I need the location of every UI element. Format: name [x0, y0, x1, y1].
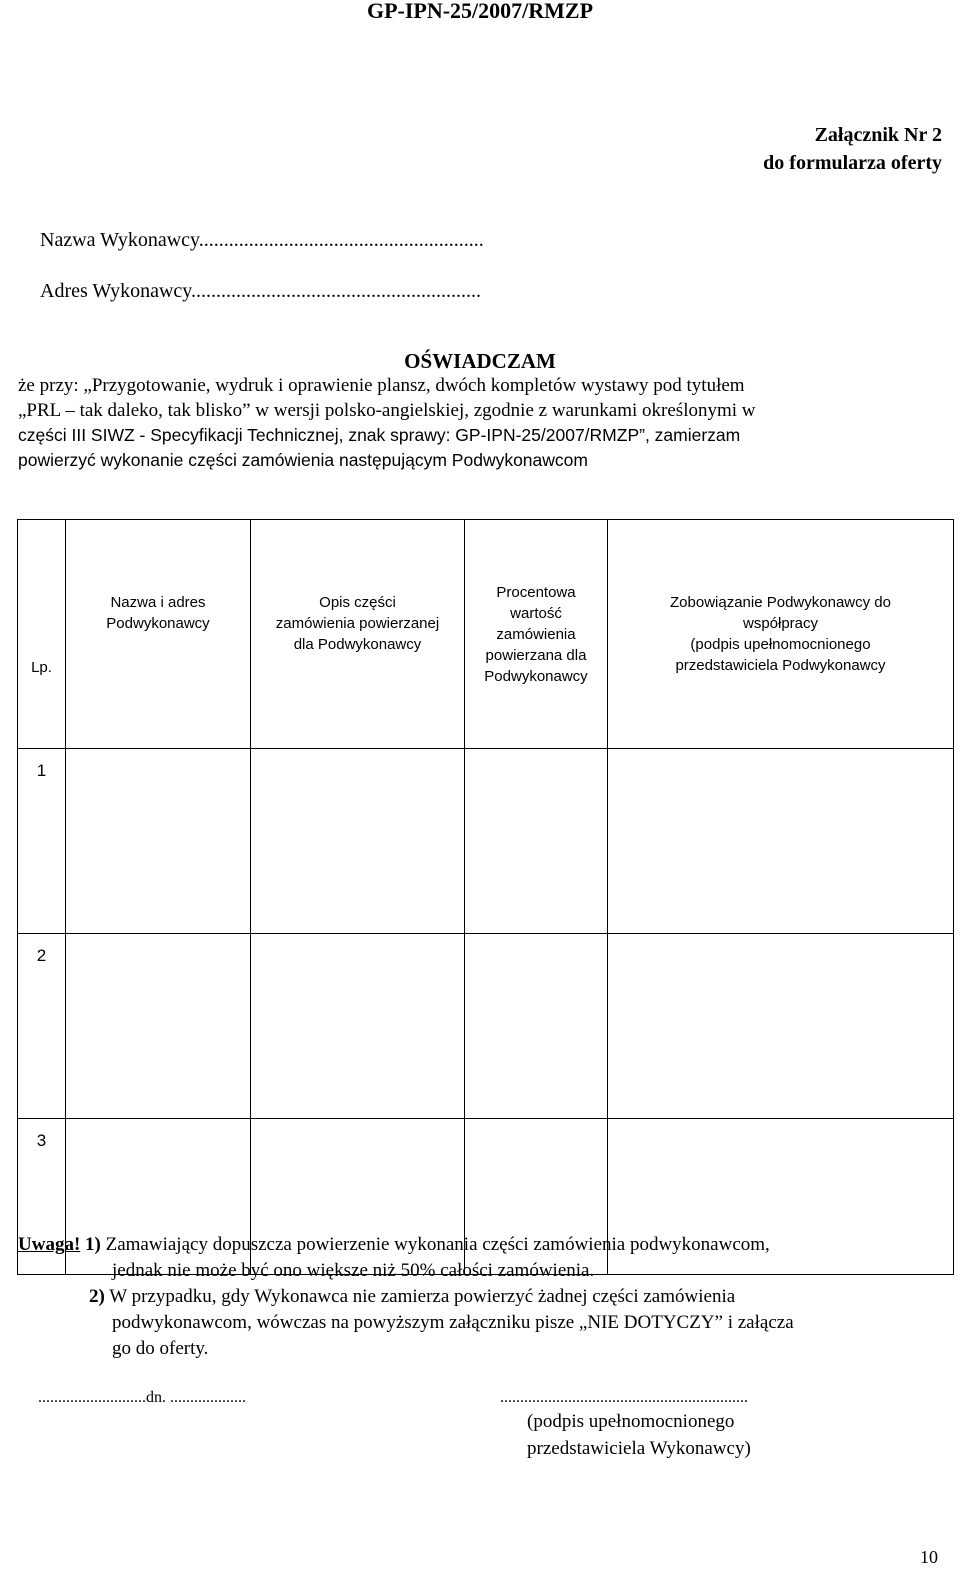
- header-line: Zobowiązanie Podwykonawcy do: [670, 594, 891, 611]
- header-line: Opis części: [319, 594, 396, 611]
- header-lp: Lp.: [18, 520, 66, 749]
- page-number: 10: [920, 1547, 938, 1567]
- row-number: 1: [18, 749, 66, 934]
- header-line: powierzana dla: [485, 646, 587, 664]
- note-text: W przypadku, gdy Wykonawca nie zamierza powierzyć żadnej części zamówienia: [109, 1286, 736, 1307]
- note-2: [18, 1284, 958, 1310]
- note-1: [18, 1232, 958, 1258]
- signature-caption: [527, 1408, 751, 1462]
- header-scope: [251, 520, 465, 749]
- declaration-line: że przy: „Przygotowanie, wydruk i oprawienie plansz, dwóch kompletów wystawy pod tytułem: [18, 375, 745, 396]
- header-line: Procentowa: [496, 583, 576, 601]
- row-number: 2: [18, 934, 66, 1119]
- header-line: Nazwa i adres: [110, 594, 206, 611]
- scope-cell: [251, 934, 465, 1119]
- annex-number: Załącznik Nr 2: [814, 124, 942, 146]
- annex-subtitle: do formularza oferty: [763, 152, 942, 174]
- header-subcontractor-name: [66, 520, 251, 749]
- commitment-cell: [608, 934, 954, 1119]
- declaration-line: części III SIWZ - Specyfikacji Technicznej, znak sprawy: GP-IPN-25/2007/RMZP”, zamierzam: [18, 425, 741, 445]
- date-line: ...........................dn. ...................: [38, 1389, 246, 1406]
- declaration-line: „PRL – tak daleko, tak blisko” w wersji polsko-angielskiej, zgodnie z warunkami określonymi w: [18, 400, 756, 421]
- signature-caption-line: przedstawiciela Wykonawcy): [527, 1438, 751, 1459]
- table-row: [18, 749, 954, 934]
- declaration-line: powierzyć wykonanie części zamówienia następującym Podwykonawcom: [18, 450, 588, 470]
- table-header-row: [18, 520, 954, 749]
- notes-section: [18, 1232, 958, 1362]
- header-line: wartość: [510, 604, 562, 622]
- note-text: jednak nie może być ono większe niż 50% całości zamówienia.: [112, 1260, 595, 1281]
- note-text: go do oferty.: [112, 1338, 209, 1359]
- header-line: Podwykonawcy: [484, 667, 588, 685]
- header-line: Podwykonawcy: [106, 615, 210, 632]
- header-percent-value: [465, 520, 608, 749]
- percent-cell: [465, 934, 608, 1119]
- header-line: dla Podwykonawcy: [293, 636, 422, 653]
- scope-cell: [251, 749, 465, 934]
- header-line: przedstawiciela Podwykonawcy: [675, 657, 886, 674]
- declaration-text: [18, 373, 958, 473]
- document-code: GP-IPN-25/2007/RMZP: [366, 0, 594, 23]
- table-row: [18, 934, 954, 1119]
- header-line: współpracy: [742, 615, 819, 632]
- header-commitment: [608, 520, 954, 749]
- note-number: 1): [85, 1234, 101, 1255]
- note-number: 2): [89, 1286, 105, 1307]
- header-line: (podpis upełnomocnionego: [690, 636, 871, 653]
- signature-caption-line: (podpis upełnomocnionego: [527, 1411, 735, 1432]
- header-line: zamówienia: [496, 625, 576, 643]
- commitment-cell: [608, 749, 954, 934]
- subcontractor-name-cell: [66, 749, 251, 934]
- percent-cell: [465, 749, 608, 934]
- note-text: Zamawiający dopuszcza powierzenie wykonania części zamówienia podwykonawcom,: [105, 1234, 770, 1255]
- subcontractor-name-cell: [66, 934, 251, 1119]
- contractor-address-field: Adres Wykonawcy..........................................................: [40, 280, 481, 302]
- signature-line: ..............................................................: [500, 1389, 748, 1406]
- row-number: 3: [18, 1119, 66, 1275]
- declaration-heading: OŚWIADCZAM: [404, 349, 556, 373]
- subcontractors-table: [17, 519, 954, 1275]
- annex-label: [763, 121, 942, 177]
- contractor-name-field: Nazwa Wykonawcy.........................................................: [40, 229, 484, 251]
- notes-label: Uwaga!: [18, 1234, 81, 1255]
- note-text: podwykonawcom, wówczas na powyższym załączniku pisze „NIE DOTYCZY” i załącza: [112, 1312, 794, 1333]
- header-line: zamówienia powierzanej: [275, 615, 440, 632]
